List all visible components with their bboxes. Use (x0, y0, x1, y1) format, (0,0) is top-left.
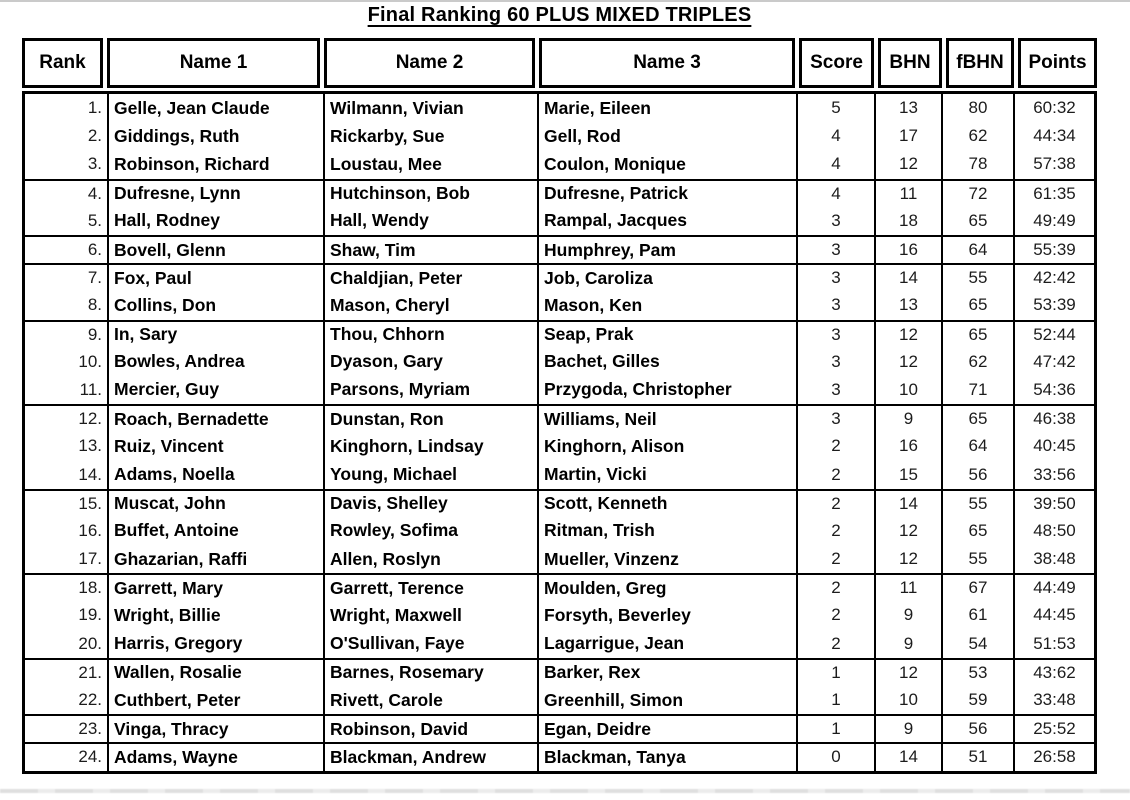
table-row (25, 517, 1094, 545)
points-cell: 25:52 (1013, 716, 1094, 742)
name1-cell: Bovell, Glenn (107, 237, 323, 263)
table-row (25, 658, 1094, 686)
rank-cell: 11. (79, 379, 102, 399)
rank-cell: 15. (78, 493, 102, 513)
table-row (25, 150, 1094, 178)
name3-cell: Mueller, Vinzenz (537, 545, 796, 573)
rank-cell: 19. (78, 605, 102, 625)
name2-cell: Parsons, Myriam (323, 376, 537, 404)
name2-cell: Kinghorn, Lindsay (323, 432, 537, 460)
rank-cell: 20. (78, 633, 102, 653)
score-cell: 2 (796, 545, 874, 573)
bhn-cell: 10 (874, 686, 941, 714)
column-header-name3: Name 3 (539, 38, 795, 88)
table-row (25, 686, 1094, 714)
points-cell: 61:35 (1013, 181, 1094, 207)
rank-cell: 21. (78, 662, 102, 682)
name3-cell: Rampal, Jacques (537, 207, 796, 235)
name3-cell: Bachet, Gilles (537, 348, 796, 376)
score-cell: 3 (796, 322, 874, 348)
name2-cell: Wilmann, Vivian (323, 94, 537, 122)
score-cell: 2 (796, 517, 874, 545)
name1-cell: Harris, Gregory (107, 630, 323, 658)
name3-cell: Kinghorn, Alison (537, 432, 796, 460)
name1-cell: Collins, Don (107, 291, 323, 319)
bhn-cell: 16 (874, 237, 941, 263)
points-cell: 33:56 (1013, 460, 1094, 488)
name1-cell: Bowles, Andrea (107, 348, 323, 376)
bhn-cell: 13 (874, 291, 941, 319)
score-cell: 2 (796, 432, 874, 460)
bhn-cell: 17 (874, 122, 941, 150)
score-cell: 2 (796, 575, 874, 601)
name3-cell: Lagarrigue, Jean (537, 630, 796, 658)
name2-cell: Young, Michael (323, 460, 537, 488)
name3-cell: Dufresne, Patrick (537, 181, 796, 207)
column-header-name2: Name 2 (324, 38, 535, 88)
name2-cell: Dunstan, Ron (323, 406, 537, 432)
name1-cell: Cuthbert, Peter (107, 686, 323, 714)
bhn-cell: 9 (874, 716, 941, 742)
bhn-cell: 16 (874, 432, 941, 460)
score-cell: 1 (796, 716, 874, 742)
bhn-cell: 11 (874, 181, 941, 207)
bhn-cell: 12 (874, 660, 941, 686)
name3-cell: Marie, Eileen (537, 94, 796, 122)
name1-cell: Fox, Paul (107, 265, 323, 291)
table-row (25, 235, 1094, 263)
points-cell: 52:44 (1013, 322, 1094, 348)
name3-cell: Blackman, Tanya (537, 744, 796, 770)
name1-cell: Garrett, Mary (107, 575, 323, 601)
score-cell: 2 (796, 630, 874, 658)
table-row (25, 489, 1094, 517)
name1-cell: Buffet, Antoine (107, 517, 323, 545)
name3-cell: Moulden, Greg (537, 575, 796, 601)
name1-cell: Ghazarian, Raffi (107, 545, 323, 573)
name1-cell: Adams, Noella (107, 460, 323, 488)
rank-cell: 4. (87, 183, 102, 203)
fbhn-cell: 62 (941, 348, 1013, 376)
table-row (25, 630, 1094, 658)
name2-cell: Davis, Shelley (323, 491, 537, 517)
page-title (22, 4, 1097, 27)
name2-cell: Shaw, Tim (323, 237, 537, 263)
fbhn-cell: 65 (941, 322, 1013, 348)
score-cell: 3 (796, 291, 874, 319)
table-row (25, 714, 1094, 742)
bhn-cell: 14 (874, 491, 941, 517)
name2-cell: Garrett, Terence (323, 575, 537, 601)
rank-cell: 1. (87, 98, 102, 118)
fbhn-cell: 61 (941, 601, 1013, 629)
name2-cell: Dyason, Gary (323, 348, 537, 376)
bhn-cell: 12 (874, 150, 941, 178)
name2-cell: Rickarby, Sue (323, 122, 537, 150)
fbhn-cell: 65 (941, 207, 1013, 235)
name3-cell: Mason, Ken (537, 291, 796, 319)
rank-cell: 3. (87, 154, 102, 174)
points-cell: 51:53 (1013, 630, 1094, 658)
name1-cell: Ruiz, Vincent (107, 432, 323, 460)
column-header-name1: Name 1 (107, 38, 320, 88)
rank-cell: 12. (78, 409, 102, 429)
column-header-score: Score (799, 38, 874, 88)
fbhn-cell: 80 (941, 94, 1013, 122)
name2-cell: Blackman, Andrew (323, 744, 537, 770)
score-cell: 3 (796, 348, 874, 376)
points-cell: 48:50 (1013, 517, 1094, 545)
score-cell: 2 (796, 460, 874, 488)
rank-cell: 8. (87, 295, 102, 315)
fbhn-cell: 67 (941, 575, 1013, 601)
name1-cell: Wallen, Rosalie (107, 660, 323, 686)
fbhn-cell: 59 (941, 686, 1013, 714)
fbhn-cell: 65 (941, 517, 1013, 545)
score-cell: 2 (796, 491, 874, 517)
name2-cell: Robinson, David (323, 716, 537, 742)
score-cell: 5 (796, 94, 874, 122)
fbhn-cell: 64 (941, 432, 1013, 460)
points-cell: 39:50 (1013, 491, 1094, 517)
score-cell: 3 (796, 376, 874, 404)
fbhn-cell: 51 (941, 744, 1013, 770)
name1-cell: Giddings, Ruth (107, 122, 323, 150)
rank-cell: 6. (87, 240, 102, 260)
name3-cell: Egan, Deidre (537, 716, 796, 742)
name1-cell: Mercier, Guy (107, 376, 323, 404)
name3-cell: Gell, Rod (537, 122, 796, 150)
scan-artifact-top (0, 0, 1130, 2)
name2-cell: Loustau, Mee (323, 150, 537, 178)
bhn-cell: 12 (874, 322, 941, 348)
name3-cell: Greenhill, Simon (537, 686, 796, 714)
name3-cell: Forsyth, Beverley (537, 601, 796, 629)
fbhn-cell: 55 (941, 545, 1013, 573)
fbhn-cell: 56 (941, 716, 1013, 742)
score-cell: 4 (796, 181, 874, 207)
name2-cell: Hutchinson, Bob (323, 181, 537, 207)
name3-cell: Martin, Vicki (537, 460, 796, 488)
bhn-cell: 9 (874, 630, 941, 658)
name3-cell: Seap, Prak (537, 322, 796, 348)
ranking-table (22, 38, 1097, 774)
points-cell: 40:45 (1013, 432, 1094, 460)
column-header-points: Points (1018, 38, 1097, 88)
name1-cell: Dufresne, Lynn (107, 181, 323, 207)
points-cell: 38:48 (1013, 545, 1094, 573)
points-cell: 46:38 (1013, 406, 1094, 432)
name3-cell: Job, Caroliza (537, 265, 796, 291)
bhn-cell: 10 (874, 376, 941, 404)
points-cell: 44:34 (1013, 122, 1094, 150)
table-row (25, 179, 1094, 207)
name2-cell: O'Sullivan, Faye (323, 630, 537, 658)
rank-cell: 17. (78, 549, 102, 569)
name3-cell: Humphrey, Pam (537, 237, 796, 263)
rank-cell: 5. (87, 210, 102, 230)
rank-cell: 7. (87, 268, 102, 288)
points-cell: 53:39 (1013, 291, 1094, 319)
fbhn-cell: 65 (941, 406, 1013, 432)
score-cell: 0 (796, 744, 874, 770)
score-cell: 2 (796, 601, 874, 629)
points-cell: 55:39 (1013, 237, 1094, 263)
table-row (25, 376, 1094, 404)
name2-cell: Barnes, Rosemary (323, 660, 537, 686)
name1-cell: Vinga, Thracy (107, 716, 323, 742)
name1-cell: Roach, Bernadette (107, 406, 323, 432)
name1-cell: Adams, Wayne (107, 744, 323, 770)
fbhn-cell: 54 (941, 630, 1013, 658)
bhn-cell: 14 (874, 265, 941, 291)
bhn-cell: 18 (874, 207, 941, 235)
score-cell: 3 (796, 265, 874, 291)
rank-cell: 13. (78, 436, 102, 456)
fbhn-cell: 71 (941, 376, 1013, 404)
name3-cell: Scott, Kenneth (537, 491, 796, 517)
rank-cell: 9. (87, 324, 102, 344)
fbhn-cell: 65 (941, 291, 1013, 319)
name1-cell: Robinson, Richard (107, 150, 323, 178)
rank-cell: 16. (78, 520, 102, 540)
points-cell: 49:49 (1013, 207, 1094, 235)
name3-cell: Przygoda, Christopher (537, 376, 796, 404)
table-row (25, 94, 1094, 122)
bhn-cell: 12 (874, 348, 941, 376)
name1-cell: Wright, Billie (107, 601, 323, 629)
name3-cell: Ritman, Trish (537, 517, 796, 545)
rank-cell: 18. (78, 578, 102, 598)
name2-cell: Thou, Chhorn (323, 322, 537, 348)
column-header-rank: Rank (22, 38, 103, 88)
rank-cell: 24. (78, 747, 102, 767)
fbhn-cell: 53 (941, 660, 1013, 686)
points-cell: 33:48 (1013, 686, 1094, 714)
score-cell: 3 (796, 406, 874, 432)
name1-cell: In, Sary (107, 322, 323, 348)
name2-cell: Wright, Maxwell (323, 601, 537, 629)
name2-cell: Mason, Cheryl (323, 291, 537, 319)
score-cell: 4 (796, 150, 874, 178)
bhn-cell: 9 (874, 406, 941, 432)
name1-cell: Muscat, John (107, 491, 323, 517)
score-cell: 4 (796, 122, 874, 150)
points-cell: 57:38 (1013, 150, 1094, 178)
name3-cell: Williams, Neil (537, 406, 796, 432)
rank-cell: 2. (87, 126, 102, 146)
table-header-row (22, 38, 1097, 88)
bhn-cell: 12 (874, 517, 941, 545)
table-row (25, 122, 1094, 150)
bhn-cell: 15 (874, 460, 941, 488)
fbhn-cell: 56 (941, 460, 1013, 488)
table-row (25, 291, 1094, 319)
name2-cell: Hall, Wendy (323, 207, 537, 235)
name2-cell: Rowley, Sofima (323, 517, 537, 545)
table-row (25, 207, 1094, 235)
table-row (25, 348, 1094, 376)
points-cell: 47:42 (1013, 348, 1094, 376)
bhn-cell: 12 (874, 545, 941, 573)
score-cell: 3 (796, 237, 874, 263)
name2-cell: Allen, Roslyn (323, 545, 537, 573)
bhn-cell: 13 (874, 94, 941, 122)
table-row (25, 601, 1094, 629)
table-body (22, 91, 1097, 774)
name2-cell: Chaldjian, Peter (323, 265, 537, 291)
column-header-fbhn: fBHN (946, 38, 1014, 88)
name3-cell: Coulon, Monique (537, 150, 796, 178)
score-cell: 1 (796, 686, 874, 714)
bhn-cell: 14 (874, 744, 941, 770)
name2-cell: Rivett, Carole (323, 686, 537, 714)
bhn-cell: 11 (874, 575, 941, 601)
name1-cell: Hall, Rodney (107, 207, 323, 235)
table-row (25, 742, 1094, 770)
fbhn-cell: 72 (941, 181, 1013, 207)
points-cell: 43:62 (1013, 660, 1094, 686)
table-row (25, 545, 1094, 573)
points-cell: 44:49 (1013, 575, 1094, 601)
points-cell: 44:45 (1013, 601, 1094, 629)
rank-cell: 10. (78, 351, 102, 371)
table-row (25, 573, 1094, 601)
name3-cell: Barker, Rex (537, 660, 796, 686)
fbhn-cell: 78 (941, 150, 1013, 178)
bhn-cell: 9 (874, 601, 941, 629)
points-cell: 54:36 (1013, 376, 1094, 404)
score-cell: 1 (796, 660, 874, 686)
column-header-bhn: BHN (878, 38, 942, 88)
points-cell: 26:58 (1013, 744, 1094, 770)
points-cell: 42:42 (1013, 265, 1094, 291)
table-row (25, 404, 1094, 432)
fbhn-cell: 64 (941, 237, 1013, 263)
scan-artifact-bottom (0, 789, 1130, 793)
fbhn-cell: 55 (941, 265, 1013, 291)
fbhn-cell: 55 (941, 491, 1013, 517)
rank-cell: 14. (78, 464, 102, 484)
page-title-text: Final Ranking 60 PLUS MIXED TRIPLES (367, 4, 752, 26)
table-row (25, 460, 1094, 488)
name1-cell: Gelle, Jean Claude (107, 94, 323, 122)
points-cell: 60:32 (1013, 94, 1094, 122)
rank-cell: 22. (78, 690, 102, 710)
table-row (25, 320, 1094, 348)
fbhn-cell: 62 (941, 122, 1013, 150)
table-row (25, 432, 1094, 460)
rank-cell: 23. (78, 719, 102, 739)
table-row (25, 263, 1094, 291)
score-cell: 3 (796, 207, 874, 235)
